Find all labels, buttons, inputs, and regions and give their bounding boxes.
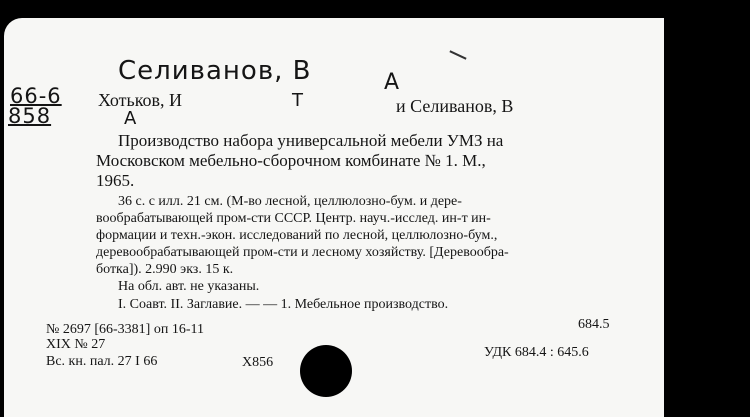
call-number-top: 66-6 xyxy=(10,84,62,108)
punch-hole xyxy=(300,345,352,397)
handwritten-letter-a-2: А xyxy=(124,108,138,129)
tracing-line: I. Соавт. II. Заглавие. — — 1. Мебельное производство. xyxy=(118,297,449,312)
description-line-2: вообрабатывающей пром-сти СССР. Центр. науч.-исслед. ин-т ин- xyxy=(96,211,491,226)
udc-code: УДК 684.4 : 645.6 xyxy=(484,345,589,360)
record-number: № 2697 [66-3381] оп 16-11 xyxy=(46,322,204,337)
scratch-mark xyxy=(449,50,466,59)
title-line-3: 1965. xyxy=(96,171,135,190)
heading-coauthor: и Селиванов, В xyxy=(396,96,514,116)
series-code: XIX № 27 xyxy=(46,337,106,352)
heading-author: Хотьков, И xyxy=(98,90,183,110)
handwritten-letter-a: А xyxy=(384,70,401,95)
catalog-reference: Вс. кн. пал. 27 I 66 xyxy=(46,354,158,369)
description-line-4: деревообрабатывающей пром-сти и лесному хозяйству. [Деревообра- xyxy=(96,245,509,260)
description-line-3: формации и техн.-экон. исследований по лесной, целлюлозно-бум., xyxy=(96,228,498,243)
call-number-bottom: 858 xyxy=(8,104,52,128)
title-line-1: Производство набора универсальной мебели УМЗ на xyxy=(118,131,504,150)
internal-code: X856 xyxy=(242,355,274,370)
description-line-1: 36 с. с илл. 21 см. (М-во лесной, целлюлозно-бум. и дере- xyxy=(118,194,462,209)
classification-number: 684.5 xyxy=(578,317,610,332)
title-line-2: Московском мебельно-сборочном комбинате № 1. М., xyxy=(96,151,486,170)
note-line: На обл. авт. не указаны. xyxy=(118,279,260,294)
handwritten-author: Селиванов, В xyxy=(118,56,312,86)
handwritten-letter-t: Т xyxy=(292,90,304,111)
description-line-5: ботка]). 2.990 экз. 15 к. xyxy=(96,262,234,277)
